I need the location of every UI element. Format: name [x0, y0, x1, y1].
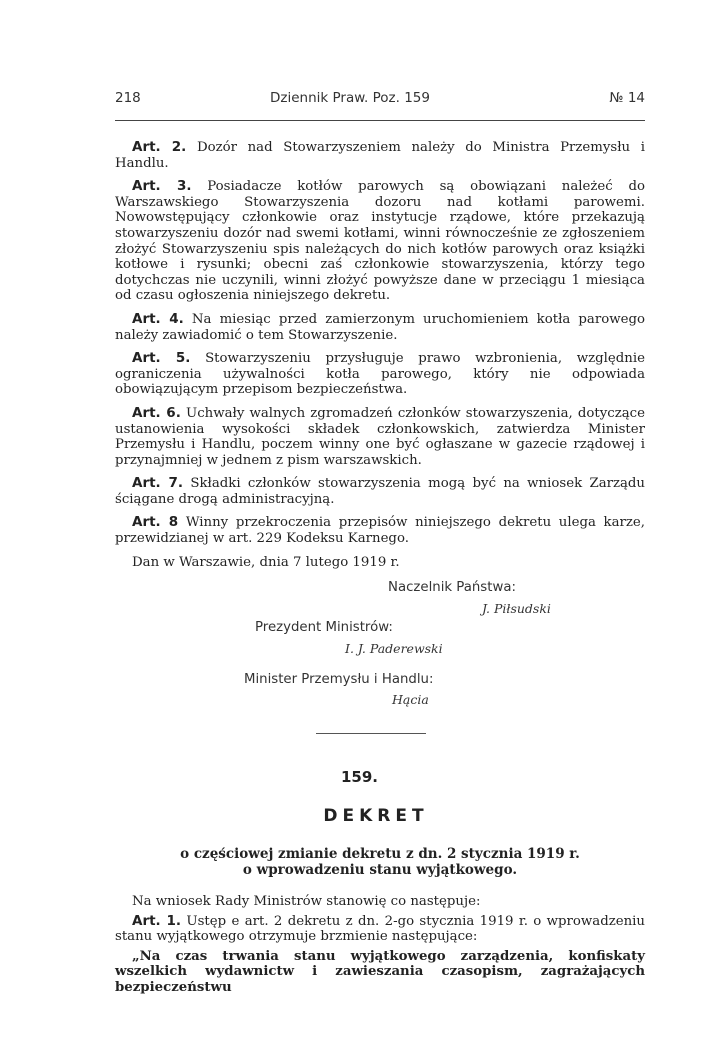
- page-number: 218: [115, 90, 141, 106]
- article-label: Art. 5.: [132, 350, 191, 367]
- decree-heading: DEKRET: [323, 806, 429, 826]
- decree-intro: Na wniosek Rady Ministrów stanowię co następuje:: [132, 894, 481, 909]
- decree-number: 159.: [340, 768, 378, 786]
- article-label: Art. 2.: [132, 139, 187, 155]
- page-header: [115, 90, 645, 110]
- minister-title: Minister Przemysłu i Handlu:: [244, 672, 434, 687]
- chief-title: Naczelnik Państwa:: [388, 580, 516, 595]
- article-6: [115, 406, 645, 468]
- article-3: [115, 179, 645, 304]
- article-label: Art. 3.: [132, 178, 192, 195]
- article-label: Art. 4.: [132, 310, 184, 327]
- article-text: Ustęp e art. 2 dekretu z dn. 2-go stycznia 1919 r. o wprowadzeniu stanu wyjątkowego otrzymuje brzmienie następujące:: [115, 913, 645, 945]
- header-rule: [115, 120, 645, 121]
- article-label: Art. 1.: [132, 912, 182, 929]
- article-4: [115, 312, 645, 343]
- decree-subtitle-line-2: o wprowadzeniu stanu wyjątkowego.: [242, 862, 518, 878]
- chief-signature: J. Piłsudski: [482, 601, 551, 616]
- article-label: Art. 7.: [132, 475, 184, 492]
- section-divider: [316, 733, 426, 734]
- journal-title: Dziennik Praw. Poz. 159: [270, 90, 430, 106]
- article-text: Winny przekroczenia przepisów niniejszego dekretu ulega karze, przewidzianej w art. 229 Kodeksu Karnego.: [115, 515, 645, 547]
- articles-section: [115, 140, 645, 555]
- decree-article-1: [115, 914, 645, 945]
- article-text: Na miesiąc przed zamierzonym uruchomieniem kotła parowego należy zawiadomić o tem Stowarzyszenie.: [115, 311, 645, 343]
- pm-signature: I. J. Paderewski: [345, 641, 443, 656]
- article-5: [115, 351, 645, 398]
- article-8: [115, 515, 645, 546]
- article-text: Posiadacze kotłów parowych są obowiązani należeć do Warszawskiego Stowarzyszenia dozoru nad kotłami parowemi. Nowowstępujący członkowie oraz instytucje rządowe, które przekazują stowarzyszeniu dozór nad swemi kotłami, winni równocześnie ze zgłoszeniem złożyć Stowarzyszeniu spis należących do nich kotłów parowych oraz książki kotłowe i rysunki; obecni zaś członkowie stowarzyszenia, którzy tego dotychczas nie uczynili, winni złożyć powyższe dane w przeciągu 1 miesiąca od czasu ogłoszenia niniejszego dekretu.: [115, 179, 645, 304]
- pm-title: Prezydent Ministrów:: [255, 620, 393, 635]
- decree-body: [115, 894, 645, 1000]
- article-text: Stowarzyszeniu przysługuje prawo wzbronienia, względnie ograniczenia używalności kotła parowego, który nie odpowiada obowiązującym przepisom bezpieczeństwa.: [115, 351, 645, 398]
- article-7: [115, 476, 645, 507]
- article-text: Uchwały walnych zgromadzeń członków stowarzyszenia, dotyczące ustanowienia wysokości składek członkowskich, zatwierdza Minister Przemysłu i Handlu, poczem winny one być ogłaszane w gazecie rządowej i przynajmniej w jednem z pism warszawskich.: [115, 405, 645, 468]
- article-label: Art. 6.: [132, 404, 181, 421]
- decree-subtitle: [115, 846, 645, 878]
- article-text: Dozór nad Stowarzyszeniem należy do Ministra Przemysłu i Handlu.: [115, 140, 645, 171]
- article-text: Składki członków stowarzyszenia mogą być na wniosek Zarządu ściągane drogą administracyjną.: [115, 476, 645, 507]
- issue-number: № 14: [609, 90, 645, 106]
- quote-text: „Na czas trwania stanu wyjątkowego zarządzenia, konfiskaty wszelkich wydawnictw i zawieszania czasopism, zagrażających bezpieczeństwu: [115, 948, 645, 995]
- article-2: [115, 140, 645, 171]
- article-label: Art. 8: [132, 514, 179, 531]
- minister-signature: Hącia: [392, 692, 429, 707]
- decree-quote: [115, 949, 645, 996]
- decree-subtitle-line-1: o częściowej zmianie dekretu z dn. 2 stycznia 1919 r.: [180, 846, 580, 862]
- dated-line: Dan w Warszawie, dnia 7 lutego 1919 r.: [132, 555, 400, 570]
